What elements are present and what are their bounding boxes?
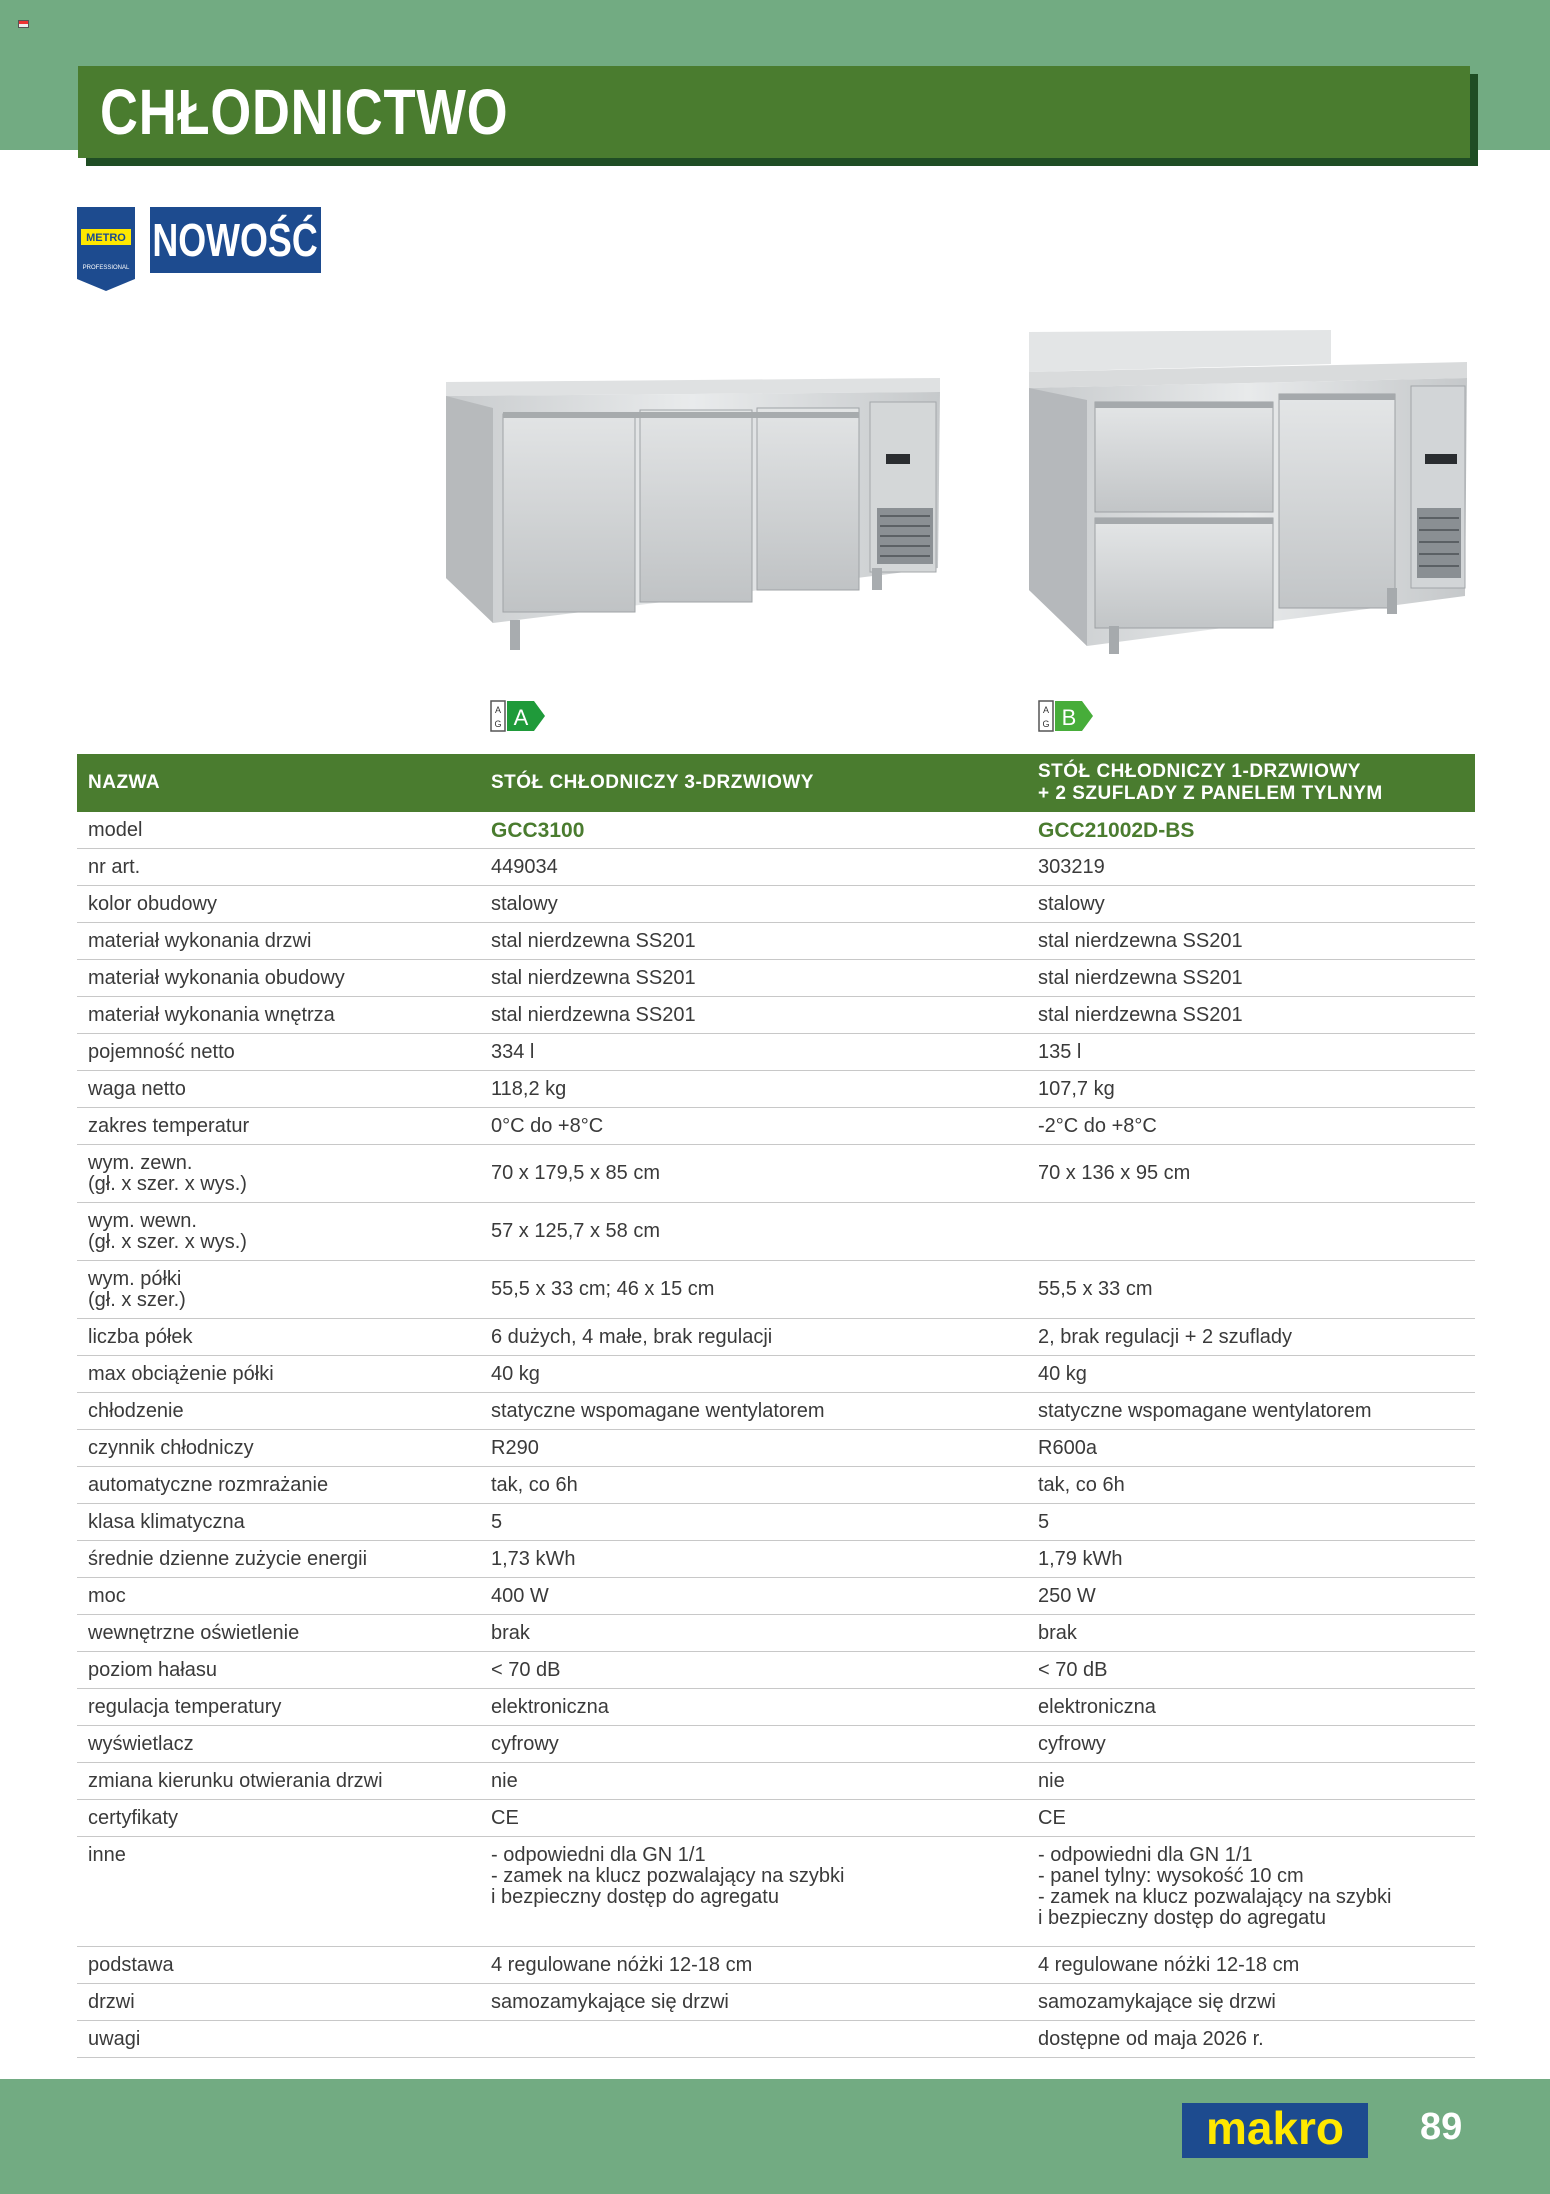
spec-value: samozamykające się drzwi: [1038, 1990, 1276, 2013]
spec-label: materiał wykonania drzwi: [88, 929, 312, 952]
spec-label-cell: [77, 1034, 480, 1071]
spec-value: CE: [491, 1806, 519, 1829]
table-row: [77, 997, 1475, 1034]
spec-label: inne: [88, 1844, 126, 1866]
spec-value: 1,73 kWh: [491, 1547, 576, 1570]
energy-class-label-a: [490, 700, 546, 732]
new-badge-label: NOWOŚĆ: [152, 214, 319, 266]
spec-value-cell: [480, 812, 1027, 849]
svg-text:B: B: [1061, 705, 1077, 730]
spec-label-cell: [77, 1145, 480, 1203]
spec-value-cell: [1027, 812, 1475, 849]
spec-value-cell: [1027, 1541, 1475, 1578]
spec-value-cell: [480, 1504, 1027, 1541]
table-row: [77, 1319, 1475, 1356]
spec-value: stal nierdzewna SS201: [491, 929, 696, 952]
spec-label: wym. półki (gł. x szer.): [88, 1267, 186, 1311]
spec-value: < 70 dB: [1038, 1658, 1108, 1681]
spec-label: pojemność netto: [88, 1040, 235, 1063]
spec-label: max obciążenie półki: [88, 1362, 274, 1385]
spec-value-cell: [1027, 923, 1475, 960]
spec-value-cell: [480, 1261, 1027, 1319]
svg-text:A: A: [494, 705, 502, 715]
spec-label-cell: [77, 849, 480, 886]
spec-value: 55,5 x 33 cm; 46 x 15 cm: [491, 1278, 715, 1300]
title-bar: [78, 66, 1470, 158]
spec-value: stal nierdzewna SS201: [1038, 966, 1243, 989]
spec-label-cell: [77, 1319, 480, 1356]
spec-value: 70 x 179,5 x 85 cm: [491, 1162, 660, 1184]
spec-value: 6 dużych, 4 małe, brak regulacji: [491, 1325, 773, 1348]
header-cell-product-2: STÓŁ CHŁODNICZY 1-DRZWIOWY + 2 SZUFLADY Z PANELEM TYLNYM: [1027, 754, 1475, 812]
spec-label-cell: [77, 1837, 480, 1947]
spec-label: klasa klimatyczna: [88, 1510, 245, 1533]
spec-label: zmiana kierunku otwierania drzwi: [88, 1769, 383, 1792]
spec-value-cell: [480, 886, 1027, 923]
spec-label-cell: [77, 1763, 480, 1800]
spec-value: 1,79 kWh: [1038, 1547, 1123, 1570]
spec-value-cell: [1027, 1800, 1475, 1837]
table-row: [77, 1726, 1475, 1763]
spec-label: materiał wykonania obudowy: [88, 966, 345, 989]
table-row: [77, 812, 1475, 849]
spec-value: 5: [491, 1510, 503, 1533]
spec-label-cell: [77, 1108, 480, 1145]
spec-value-cell: [480, 1541, 1027, 1578]
spec-value-cell: [480, 1356, 1027, 1393]
spec-label-cell: [77, 1261, 480, 1319]
spec-value-cell: [1027, 1261, 1475, 1319]
spec-label: czynnik chłodniczy: [88, 1436, 254, 1459]
spec-value: statyczne wspomagane wentylatorem: [491, 1399, 825, 1422]
spec-label-cell: [77, 960, 480, 997]
svg-text:G: G: [1042, 719, 1050, 729]
spec-value-cell: [480, 1578, 1027, 1615]
spec-label-cell: [77, 1393, 480, 1430]
product-image-1-door-2-drawers-counter: [1025, 328, 1473, 658]
table-row: [77, 1393, 1475, 1430]
spec-label: podstawa: [88, 1953, 174, 1976]
spec-value: samozamykające się drzwi: [491, 1990, 729, 2013]
table-row: [77, 1541, 1475, 1578]
spec-value-cell: [1027, 849, 1475, 886]
product-image-3-door-counter: [440, 368, 942, 656]
spec-value-cell: [1027, 997, 1475, 1034]
spec-value-cell: [1027, 1108, 1475, 1145]
spec-value-cell: [480, 1319, 1027, 1356]
spec-label-cell: [77, 1800, 480, 1837]
spec-label: uwagi: [88, 2027, 141, 2050]
table-row: [77, 1203, 1475, 1261]
spec-value-cell: [480, 1108, 1027, 1145]
spec-value-cell: [1027, 1034, 1475, 1071]
table-row: [77, 960, 1475, 997]
spec-value-cell: [1027, 1467, 1475, 1504]
energy-class-label-b: [1038, 700, 1094, 732]
table-row: [77, 1504, 1475, 1541]
svg-text:PROFESSIONAL: PROFESSIONAL: [82, 265, 130, 271]
table-row: [77, 886, 1475, 923]
spec-value-cell: [480, 1467, 1027, 1504]
table-row: [77, 1984, 1475, 2021]
spec-value-cell: [480, 960, 1027, 997]
spec-value-cell: [480, 1393, 1027, 1430]
spec-value: elektroniczna: [1038, 1695, 1156, 1718]
spec-label: nr art.: [88, 855, 141, 878]
spec-value-cell: [480, 1203, 1027, 1261]
spec-value-cell: [1027, 1430, 1475, 1467]
spec-value: brak: [491, 1621, 530, 1644]
spec-label-cell: [77, 886, 480, 923]
spec-value-cell: [480, 849, 1027, 886]
spec-label-cell: [77, 1578, 480, 1615]
spec-label: materiał wykonania wnętrza: [88, 1003, 335, 1026]
spec-value: nie: [491, 1769, 518, 1792]
spec-label: drzwi: [88, 1990, 135, 2013]
spec-value: 4 regulowane nóżki 12-18 cm: [1038, 1953, 1300, 1976]
spec-value-cell: [480, 1984, 1027, 2021]
spec-value: GCC21002D-BS: [1038, 818, 1195, 842]
spec-value-cell: [480, 1689, 1027, 1726]
spec-label-cell: [77, 1356, 480, 1393]
table-row: [77, 1430, 1475, 1467]
spec-value-cell: [480, 1034, 1027, 1071]
spec-value: 57 x 125,7 x 58 cm: [491, 1220, 660, 1242]
spec-value: 118,2 kg: [491, 1077, 567, 1100]
spec-value: 135 l: [1038, 1040, 1082, 1063]
spec-label: wym. zewn. (gł. x szer. x wys.): [88, 1151, 247, 1195]
spec-label: wyświetlacz: [88, 1732, 194, 1755]
spec-value-cell: [1027, 1203, 1475, 1261]
spec-value-cell: [480, 2021, 1027, 2058]
spec-value-cell: [1027, 1504, 1475, 1541]
spec-value: - odpowiedni dla GN 1/1 - panel tylny: wysokość 10 cm - zamek na klucz pozwalający na szybki i bezpieczny dostęp do agregatu: [1038, 1844, 1392, 1929]
spec-value-cell: [1027, 1837, 1475, 1947]
spec-value-cell: [1027, 1071, 1475, 1108]
spec-value: GCC3100: [491, 818, 585, 842]
makro-logo: [1182, 2103, 1368, 2158]
spec-value: 334 l: [491, 1040, 535, 1063]
spec-value-cell: [480, 1652, 1027, 1689]
spec-value-cell: [480, 1615, 1027, 1652]
spec-value-cell: [480, 1145, 1027, 1203]
spec-label: zakres temperatur: [88, 1114, 250, 1137]
table-row: [77, 1108, 1475, 1145]
spec-value-cell: [480, 1726, 1027, 1763]
spec-value-cell: [480, 1071, 1027, 1108]
spec-value-cell: [480, 1430, 1027, 1467]
spec-value-cell: [1027, 1947, 1475, 1984]
new-badge: [150, 207, 321, 273]
table-row: [77, 1763, 1475, 1800]
spec-label: wewnętrzne oświetlenie: [88, 1621, 300, 1644]
spec-label-cell: [77, 997, 480, 1034]
table-row: [77, 1947, 1475, 1984]
spec-label: waga netto: [88, 1077, 186, 1100]
table-row: [77, 1689, 1475, 1726]
spec-value: stal nierdzewna SS201: [491, 966, 696, 989]
spec-value-cell: [1027, 1984, 1475, 2021]
spec-value: < 70 dB: [491, 1658, 561, 1681]
spec-value: 70 x 136 x 95 cm: [1038, 1162, 1191, 1184]
spec-value-cell: [480, 1947, 1027, 1984]
spec-value: tak, co 6h: [491, 1473, 578, 1496]
makro-logo-text: makro: [1205, 2101, 1345, 2154]
spec-value: 107,7 kg: [1038, 1077, 1115, 1100]
svg-text:A: A: [1042, 705, 1050, 715]
spec-label: model: [88, 818, 143, 841]
table-body: [77, 812, 1475, 2058]
spec-label-cell: [77, 2021, 480, 2058]
spec-label: kolor obudowy: [88, 892, 217, 915]
spec-value: 0°C do +8°C: [491, 1114, 604, 1137]
page-title: CHŁODNICTWO: [100, 76, 509, 148]
spec-value: R600a: [1038, 1436, 1097, 1459]
flag-icon: [18, 20, 29, 28]
spec-value: - odpowiedni dla GN 1/1 - zamek na klucz pozwalający na szybki i bezpieczny dostęp do agregatu: [491, 1844, 845, 1908]
spec-label-cell: [77, 1984, 480, 2021]
spec-label-cell: [77, 1467, 480, 1504]
svg-text:A: A: [513, 705, 529, 730]
spec-value-cell: [1027, 1615, 1475, 1652]
spec-label-cell: [77, 1541, 480, 1578]
spec-value-cell: [1027, 1393, 1475, 1430]
spec-value-cell: [480, 997, 1027, 1034]
spec-value: statyczne wspomagane wentylatorem: [1038, 1399, 1372, 1422]
table-row: [77, 1071, 1475, 1108]
spec-value-cell: [480, 923, 1027, 960]
spec-value: cyfrowy: [1038, 1732, 1106, 1755]
spec-label: regulacja temperatury: [88, 1695, 282, 1718]
spec-value: 400 W: [491, 1584, 549, 1607]
table-row: [77, 1145, 1475, 1203]
spec-value-cell: [1027, 1578, 1475, 1615]
table-row: [77, 1652, 1475, 1689]
spec-value: 2, brak regulacji + 2 szuflady: [1038, 1325, 1293, 1348]
spec-value-cell: [480, 1800, 1027, 1837]
spec-value-cell: [1027, 1319, 1475, 1356]
spec-label-cell: [77, 1203, 480, 1261]
table-row: [77, 1034, 1475, 1071]
table-row: [77, 849, 1475, 886]
spec-value: stal nierdzewna SS201: [491, 1003, 696, 1026]
spec-label: liczba półek: [88, 1325, 193, 1348]
table-row: [77, 2021, 1475, 2058]
spec-label-cell: [77, 1726, 480, 1763]
spec-value: 4 regulowane nóżki 12-18 cm: [491, 1953, 753, 1976]
spec-value: stalowy: [491, 892, 558, 915]
spec-value: 40 kg: [491, 1362, 540, 1385]
table-row: [77, 1261, 1475, 1319]
spec-value: 250 W: [1038, 1584, 1096, 1607]
table-row: [77, 1800, 1475, 1837]
table-header-row: [77, 754, 1475, 812]
spec-label: chłodzenie: [88, 1399, 184, 1422]
spec-label-cell: [77, 1947, 480, 1984]
spec-value: dostępne od maja 2026 r.: [1038, 2027, 1264, 2050]
spec-value: nie: [1038, 1769, 1065, 1792]
header-cell-name: NAZWA: [77, 754, 480, 812]
table-row: [77, 923, 1475, 960]
spec-value-cell: [1027, 1145, 1475, 1203]
table-row: [77, 1578, 1475, 1615]
specification-table: [77, 754, 1475, 2058]
spec-value-cell: [1027, 1689, 1475, 1726]
svg-text:METRO: METRO: [86, 232, 126, 244]
spec-value: 40 kg: [1038, 1362, 1087, 1385]
spec-label-cell: [77, 1504, 480, 1541]
spec-value: 449034: [491, 855, 558, 878]
spec-label-cell: [77, 1430, 480, 1467]
spec-label-cell: [77, 1615, 480, 1652]
spec-value-cell: [480, 1763, 1027, 1800]
spec-value: 303219: [1038, 855, 1105, 878]
table-row: [77, 1467, 1475, 1504]
metro-professional-logo: [77, 207, 135, 291]
spec-value: CE: [1038, 1806, 1066, 1829]
spec-value: R290: [491, 1436, 539, 1459]
spec-label: moc: [88, 1584, 126, 1607]
spec-value: cyfrowy: [491, 1732, 559, 1755]
spec-value: 55,5 x 33 cm: [1038, 1278, 1153, 1300]
spec-value: -2°C do +8°C: [1038, 1114, 1157, 1137]
spec-label: automatyczne rozmrażanie: [88, 1473, 329, 1496]
svg-text:G: G: [494, 719, 502, 729]
spec-value-cell: [480, 1837, 1027, 1947]
spec-label: poziom hałasu: [88, 1658, 217, 1681]
spec-value-cell: [1027, 1356, 1475, 1393]
spec-value: tak, co 6h: [1038, 1473, 1125, 1496]
spec-value-cell: [1027, 1726, 1475, 1763]
header-cell-product-1: STÓŁ CHŁODNICZY 3-DRZWIOWY: [480, 754, 1027, 812]
table-row: [77, 1615, 1475, 1652]
spec-value-cell: [1027, 2021, 1475, 2058]
spec-label: średnie dzienne zużycie energii: [88, 1547, 368, 1570]
spec-label: certyfikaty: [88, 1806, 179, 1829]
spec-label-cell: [77, 923, 480, 960]
spec-value: elektroniczna: [491, 1695, 609, 1718]
spec-value: stalowy: [1038, 892, 1105, 915]
spec-label-cell: [77, 812, 480, 849]
page-number: 89: [1420, 2106, 1463, 2148]
spec-value: stal nierdzewna SS201: [1038, 1003, 1243, 1026]
spec-label-cell: [77, 1689, 480, 1726]
spec-value-cell: [1027, 1763, 1475, 1800]
spec-value-cell: [1027, 1652, 1475, 1689]
spec-value-cell: [1027, 886, 1475, 923]
spec-value: brak: [1038, 1621, 1077, 1644]
table-row: [77, 1837, 1475, 1947]
spec-value: stal nierdzewna SS201: [1038, 929, 1243, 952]
spec-label: wym. wewn. (gł. x szer. x wys.): [88, 1209, 247, 1253]
spec-value: 5: [1038, 1510, 1050, 1533]
spec-label-cell: [77, 1652, 480, 1689]
table-row: [77, 1356, 1475, 1393]
spec-value-cell: [1027, 960, 1475, 997]
spec-label-cell: [77, 1071, 480, 1108]
